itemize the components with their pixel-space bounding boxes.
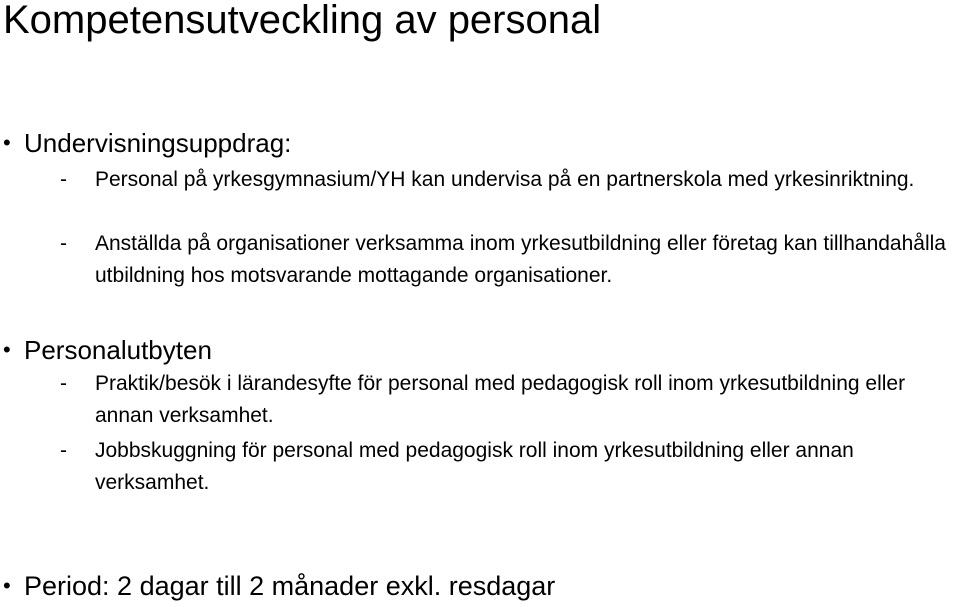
- sub-item-text: Personal på yrkesgymnasium/YH kan undervisa på en partnerskola med yrkesinriktning.: [95, 168, 915, 191]
- section-heading: Personalutbyten: [24, 335, 212, 365]
- sub-item-text: Anställda på organisationer verksamma inom yrkesutbildning eller företag kan tillhandahålla utbildning hos motsvarande mottagande organisationer.: [95, 232, 946, 287]
- bullet-icon: •: [3, 337, 11, 362]
- sub-item-text: Praktik/besök i lärandesyfte för personal med pedagogisk roll inom yrkesutbildning eller annan verksamhet.: [95, 372, 906, 427]
- sub-item-text: Jobbskuggning för personal med pedagogisk roll inom yrkesutbildning eller annan verksamhet.: [95, 439, 854, 494]
- section-heading: Period: 2 dagar till 2 månader exkl. resdagar: [24, 571, 556, 601]
- dash-icon: -: [60, 439, 67, 462]
- bullet-icon: •: [3, 573, 11, 598]
- slide-title: Kompetensutveckling av personal: [3, 0, 602, 42]
- dash-icon: -: [60, 168, 67, 191]
- bullet-icon: •: [3, 130, 11, 155]
- dash-icon: -: [60, 232, 67, 255]
- dash-icon: -: [60, 372, 67, 395]
- section-heading: Undervisningsuppdrag:: [24, 128, 292, 158]
